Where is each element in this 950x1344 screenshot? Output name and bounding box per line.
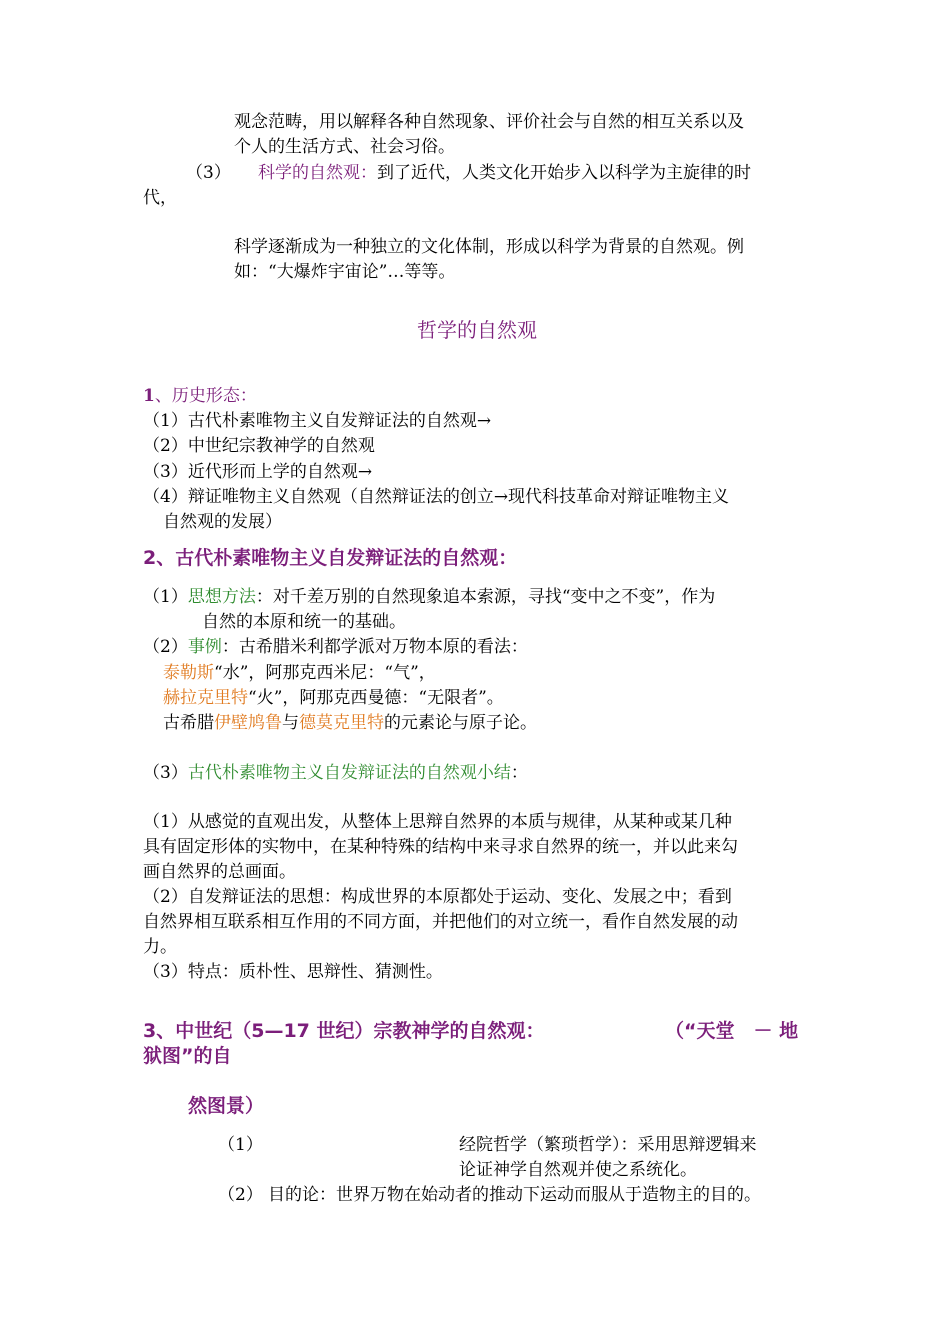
section3-item-1-line-2: 论证神学自然观并使之系统化。 xyxy=(459,1160,697,1180)
section1-number: 1 xyxy=(143,386,155,406)
example-heraclitus: 赫拉克里特 xyxy=(163,688,248,708)
example-line-1-text: “水”，阿那克西米尼：“气”， xyxy=(214,663,436,683)
section2-point-3 xyxy=(143,761,528,785)
section1-item-2: （2）中世纪宗教神学的自然观 xyxy=(143,436,375,456)
section1-item-3: （3）近代形而上学的自然观→ xyxy=(143,462,373,482)
example-line-3-post: 的元素论与原子论。 xyxy=(384,713,537,733)
section3-heading-line-2: 狱图”的自 xyxy=(143,1045,232,1067)
section3-heading-right: （“天堂 － 地 xyxy=(665,1020,799,1042)
summary-line-7: （3）特点：质朴性、思辩性、猜测性。 xyxy=(143,962,443,982)
section3-item-1-number: （1） xyxy=(218,1135,263,1155)
summary-line-1: （1）从感觉的直观出发，从整体上思辩自然界的本质与规律，从某种或某几种 xyxy=(143,812,732,832)
page-title-text: 哲学的自然观 xyxy=(417,318,537,342)
section1-heading xyxy=(143,384,257,408)
summary-line-3: 画自然界的总画面。 xyxy=(143,862,296,882)
section1-item-4: （4）辩证唯物主义自然观（自然辩证法的创立→现代科技革命对辩证唯物主义 xyxy=(143,487,730,507)
section3-heading-line-3: 然图景） xyxy=(188,1095,265,1117)
point1-label: 思想方法 xyxy=(187,587,256,607)
summary-line-6: 力。 xyxy=(143,937,177,957)
example-line-3 xyxy=(163,711,537,735)
point2-label: 事例 xyxy=(187,637,222,657)
point3-label: 古代朴素唯物主义自发辩证法的自然观小结 xyxy=(187,763,511,783)
summary-line-2: 具有固定形体的实物中，在某种特殊的结构中来寻求自然界的统一，并以此来勾 xyxy=(143,837,738,857)
point2-text: ：古希腊米利都学派对万物本原的看法： xyxy=(221,637,528,657)
intro-paragraph-line-1: 科学逐渐成为一种独立的文化体制，形成以科学为背景的自然观。例 xyxy=(234,237,744,257)
intro-paragraph-line-2: 如：“大爆炸宇宙论”…等等。 xyxy=(234,262,456,282)
summary-line-4: （2）自发辩证法的思想：构成世界的本原都处于运动、变化、发展之中；看到 xyxy=(143,887,732,907)
example-epicurus: 伊壁鸠鲁 xyxy=(214,713,282,733)
intro-item3-continuation: 代， xyxy=(143,188,177,208)
section2-point-1-continuation: 自然的本原和统一的基础。 xyxy=(202,612,406,632)
item3-text: 到了近代，人类文化开始步入以科学为主旋律的时 xyxy=(377,163,751,183)
section1-item-4-continuation: 自然观的发展） xyxy=(163,512,282,532)
point1-text: ：对千差万别的自然现象追本索源，寻找“变中之不变”，作为 xyxy=(255,587,716,607)
intro-line-1: 观念范畴，用以解释各种自然现象、评价社会与自然的相互关系以及 xyxy=(234,112,744,132)
section1-heading-text: 、历史形态： xyxy=(154,386,257,406)
section3-item-2-number: （2） xyxy=(218,1185,263,1205)
intro-line-2: 个人的生活方式、社会习俗。 xyxy=(234,137,455,157)
example-line-2 xyxy=(163,686,504,710)
summary-line-5: 自然界相互联系相互作用的不同方面，并把他们的对立统一，看作自然发展的动 xyxy=(143,912,738,932)
page-title xyxy=(0,318,950,342)
example-line-2-text: “火”，阿那克西曼德：“无限者”。 xyxy=(248,688,504,708)
section3-item-2-text: 目的论：世界万物在始动者的推动下运动而服从于造物主的目的。 xyxy=(268,1185,761,1205)
section3-heading: 3、中世纪（5—17 世纪）宗教神学的自然观： xyxy=(143,1020,545,1042)
example-line-1 xyxy=(163,661,436,685)
example-line-3-mid: 与 xyxy=(282,713,299,733)
item3-label: 科学的自然观： xyxy=(258,163,377,183)
section2-heading: 2、古代朴素唯物主义自发辩证法的自然观： xyxy=(143,547,518,569)
point1-number: （1） xyxy=(143,587,188,607)
point2-number: （2） xyxy=(143,637,188,657)
point3-colon: ： xyxy=(510,763,528,783)
section3-item-1-line-1: 经院哲学（繁琐哲学）：采用思辩逻辑来 xyxy=(459,1135,757,1155)
example-democritus: 德莫克里特 xyxy=(299,713,384,733)
section1-item-1: （1）古代朴素唯物主义自发辩证法的自然观→ xyxy=(143,411,492,431)
intro-item3 xyxy=(258,161,751,185)
point3-number: （3） xyxy=(143,763,188,783)
example-line-3-pre: 古希腊 xyxy=(163,713,214,733)
example-thales: 泰勒斯 xyxy=(163,663,214,683)
section2-point-1 xyxy=(143,585,715,609)
section2-point-2 xyxy=(143,635,528,659)
intro-item3-number: （3） xyxy=(186,163,231,183)
